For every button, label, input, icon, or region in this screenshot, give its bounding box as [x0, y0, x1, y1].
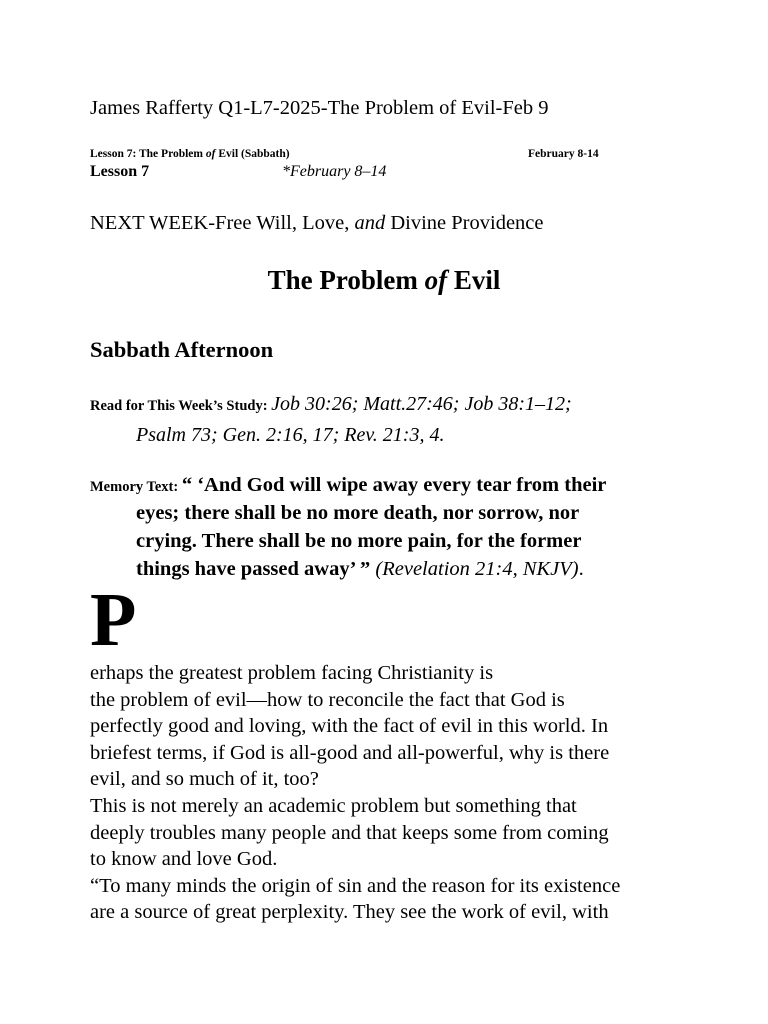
memory-line-1	[90, 472, 710, 500]
next-week-italic: and	[354, 212, 386, 234]
read-label: Read for This Week’s Study:	[90, 398, 272, 414]
drop-cap: P	[90, 578, 137, 662]
memory-line-3	[90, 528, 710, 556]
body-text	[90, 660, 690, 926]
next-week-prefix: NEXT WEEK-Free Will, Love,	[90, 212, 355, 234]
read-for-study	[90, 390, 690, 451]
body-line: are a source of great perplexity. They see the work of evil, with	[90, 901, 609, 924]
next-week-suffix: Divine Providence	[385, 212, 544, 234]
lesson-meta-title-prefix: Lesson 7: The Problem	[90, 148, 206, 160]
lesson-meta-date-range: February 8-14	[528, 148, 599, 160]
read-line-2	[90, 421, 690, 451]
main-title-prefix: The Problem	[267, 265, 425, 295]
lesson-dates: *February 8–14	[282, 163, 387, 180]
section-heading: Sabbath Afternoon	[90, 337, 274, 362]
memory-line-2	[90, 500, 710, 528]
lesson-number: Lesson 7	[90, 163, 150, 180]
memory-end-punctuation: .	[578, 558, 584, 580]
main-title-italic: of	[424, 265, 448, 295]
body-line: the problem of evil—how to reconcile the fact that God is	[90, 688, 565, 711]
read-line-1	[90, 390, 690, 421]
memory-text	[90, 472, 710, 584]
body-line: briefest terms, if God is all-good and all-powerful, why is there	[90, 741, 610, 764]
body-line: to know and love God.	[90, 848, 278, 871]
lesson-meta-title	[90, 148, 290, 160]
memory-quote-line-3: crying. There shall be no more pain, for the former	[136, 530, 582, 552]
read-refs-line-1: Job 30:26; Matt.27:46; Job 38:1–12;	[271, 393, 572, 415]
body-line: “To many minds the origin of sin and the reason for its existence	[90, 874, 621, 897]
read-refs-line-2: Psalm 73; Gen. 2:16, 17; Rev. 21:3, 4.	[136, 424, 445, 446]
body-line: erhaps the greatest problem facing Christianity is	[90, 662, 494, 684]
lesson-meta-line	[90, 147, 610, 161]
body-line: This is not merely an academic problem but something that	[90, 794, 577, 817]
memory-quote-line-4: things have passed away’ ”	[136, 558, 376, 580]
lesson-meta-title-suffix: Evil (Sabbath)	[215, 148, 290, 160]
next-week-line	[90, 210, 544, 236]
body-line: evil, and so much of it, too?	[90, 768, 319, 791]
main-title-suffix: Evil	[447, 265, 501, 295]
document-header-title: James Rafferty Q1-L7-2025-The Problem of Evil-Feb 9	[90, 97, 549, 119]
main-title	[0, 262, 768, 298]
memory-label: Memory Text:	[90, 479, 182, 495]
lesson-meta-title-italic: of	[205, 148, 216, 160]
memory-citation: (Revelation 21:4, NKJV)	[375, 558, 579, 580]
body-line: perfectly good and loving, with the fact of evil in this world. In	[90, 715, 609, 738]
body-line: deeply troubles many people and that keeps some from coming	[90, 821, 609, 844]
memory-line-4	[90, 556, 710, 584]
memory-quote-line-1: “ ‘And God will wipe away every tear from their	[181, 474, 607, 496]
memory-quote-line-2: eyes; there shall be no more death, nor sorrow, nor	[136, 502, 580, 524]
